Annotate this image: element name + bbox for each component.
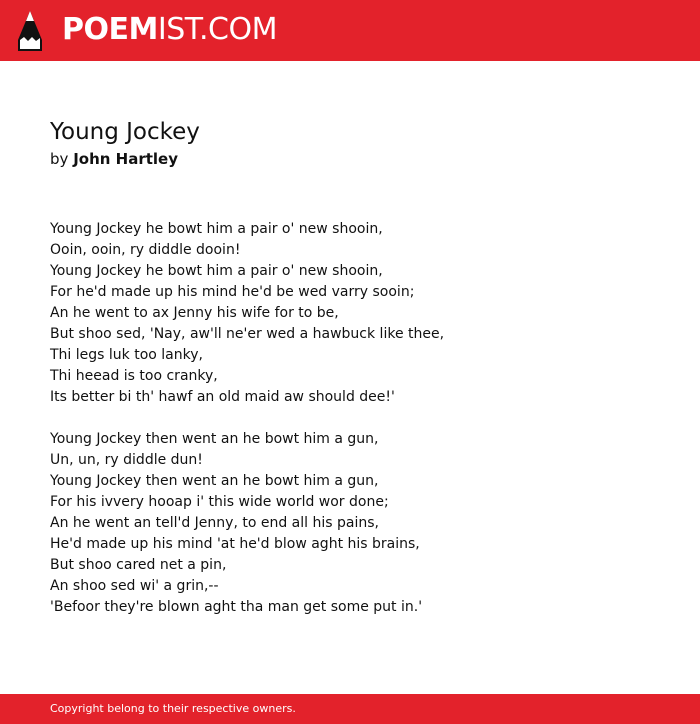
poem-line: An he went an tell'd Jenny, to end all his pains,	[50, 515, 379, 531]
poem-line: He'd made up his mind 'at he'd blow aght his brains,	[50, 536, 420, 552]
by-label: by	[50, 150, 69, 168]
poem-line: 'Befoor they're blown aght tha man get some put in.'	[50, 599, 423, 615]
poem-line: But shoo sed, 'Nay, aw'll ne'er wed a hawbuck like thee,	[50, 326, 445, 342]
poem-line: Ooin, ooin, ry diddle dooin!	[50, 242, 241, 258]
pencil-tip-icon[interactable]	[17, 10, 43, 52]
site-footer	[0, 694, 700, 724]
poem-line: Thi heead is too cranky,	[50, 368, 218, 384]
copyright-text: Copyright belong to their respective owners.	[50, 702, 296, 715]
byline	[50, 149, 178, 169]
brand-light-text: IST.COM	[157, 12, 277, 47]
poem-line: Young Jockey then went an he bowt him a gun,	[50, 431, 379, 447]
author-name[interactable]: John Hartley	[73, 150, 178, 168]
poem-line: Its better bi th' hawf an old maid aw should dee!'	[50, 389, 395, 405]
stanza-1	[50, 219, 670, 408]
poem-title: Young Jockey	[50, 119, 200, 145]
poem-line: Un, un, ry diddle dun!	[50, 452, 203, 468]
poem-line: An he went to ax Jenny his wife for to be,	[50, 305, 339, 321]
site-logo[interactable]	[62, 12, 277, 48]
poem-line: Young Jockey he bowt him a pair o' new shooin,	[50, 221, 383, 237]
poem-line: Young Jockey he bowt him a pair o' new shooin,	[50, 263, 383, 279]
site-header	[0, 0, 700, 61]
poem-line: Thi legs luk too lanky,	[50, 347, 203, 363]
poem-line: An shoo sed wi' a grin,--	[50, 578, 219, 594]
poem-line: Young Jockey then went an he bowt him a gun,	[50, 473, 379, 489]
brand-bold-text: POEM	[62, 12, 158, 47]
poem-line: For he'd made up his mind he'd be wed varry sooin;	[50, 284, 415, 300]
stanza-2	[50, 429, 670, 618]
poem-line: For his ivvery hooap i' this wide world wor done;	[50, 494, 389, 510]
poem-line: But shoo cared net a pin,	[50, 557, 227, 573]
poem-body	[50, 219, 670, 639]
